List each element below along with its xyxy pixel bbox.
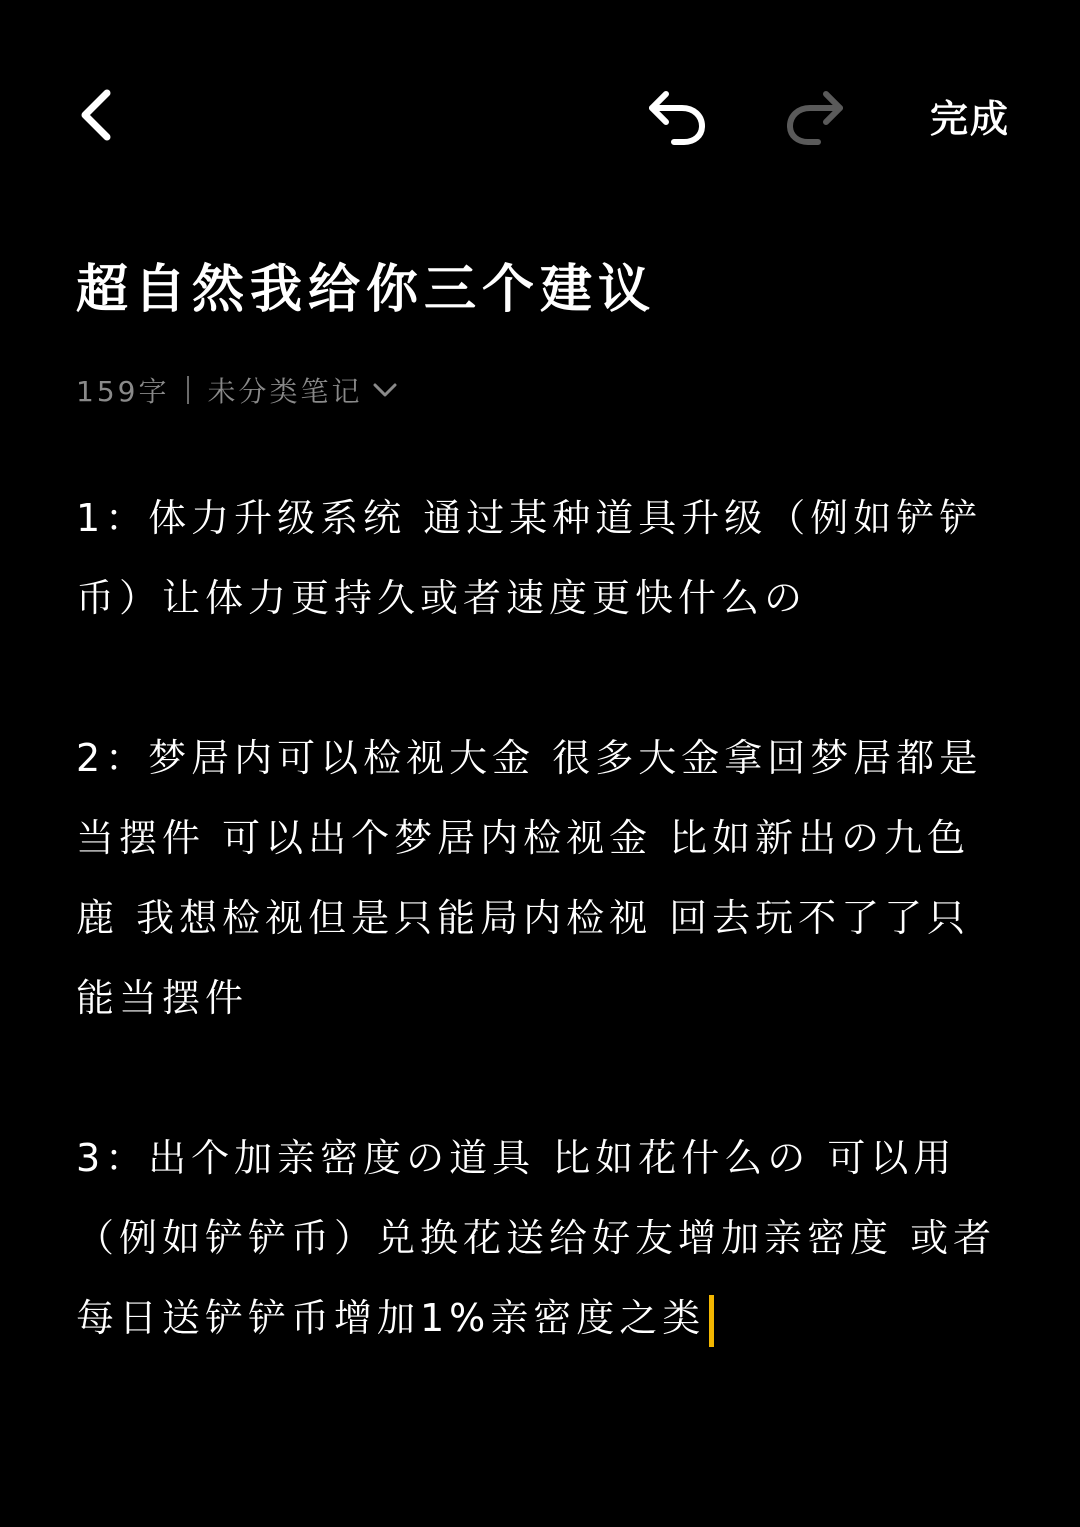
- category-label: 未分类笔记: [207, 375, 363, 408]
- note-body[interactable]: [76, 478, 1006, 1358]
- redo-button[interactable]: [776, 76, 856, 156]
- redo-icon: [784, 84, 848, 148]
- undo-button[interactable]: [636, 76, 716, 156]
- chevron-down-icon: [372, 381, 398, 399]
- category-selector[interactable]: [207, 370, 398, 410]
- note-paragraph-1: 1：体力升级系统 通过某种道具升级（例如铲铲币）让体力更持久或者速度更快什么の: [76, 496, 983, 620]
- top-toolbar: [0, 60, 1080, 170]
- chevron-left-icon: [75, 87, 115, 143]
- note-paragraph-3: [76, 1118, 1006, 1358]
- meta-divider: [187, 376, 189, 404]
- back-button[interactable]: [60, 80, 130, 150]
- note-title[interactable]: 超自然我给你三个建议: [76, 260, 657, 320]
- note-paragraph-3-text: 3：出个加亲密度の道具 比如花什么の 可以用（例如铲铲币）兑换花送给好友增加亲密度 或者每日送铲铲币增加1%亲密度之类: [76, 1136, 997, 1340]
- note-paragraph-2: 2：梦居内可以检视大金 很多大金拿回梦居都是当摆件 可以出个梦居内检视金 比如新出の九色鹿 我想检视但是只能局内检视 回去玩不了了只能当摆件: [76, 736, 983, 1020]
- word-count: 159字: [76, 375, 170, 408]
- undo-icon: [644, 84, 708, 148]
- note-meta: [76, 368, 398, 412]
- done-button[interactable]: 完成: [929, 97, 1010, 141]
- text-cursor: [709, 1295, 714, 1347]
